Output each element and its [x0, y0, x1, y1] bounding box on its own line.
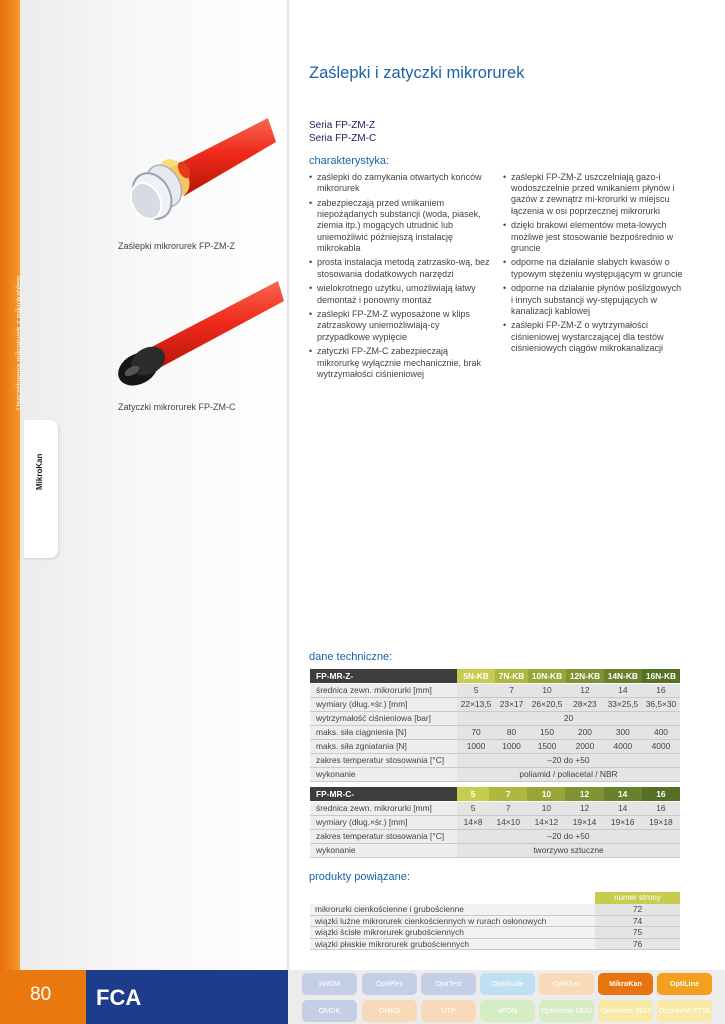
footer-tab-optihome-ftta[interactable]: OptiHome FTTA: [657, 1000, 712, 1022]
feature-item: • zaślepki FP-ZM-Z o wytrzymałości ciśnieniowej wystarczającej dla testów ciśnieniowych ciągów mikrokanalizacji: [503, 320, 685, 354]
cell: 10: [528, 683, 566, 697]
related-page: 74: [595, 915, 680, 927]
model-col-header: 7N-KB: [495, 669, 528, 683]
cell: 14×10: [489, 815, 527, 829]
cell: 1000: [495, 739, 528, 753]
model-col-header: 10: [527, 787, 565, 801]
cell: 26×20,5: [528, 697, 566, 711]
cell: 23×17: [495, 697, 528, 711]
table-row[interactable]: [310, 904, 680, 916]
cell: 16: [642, 683, 680, 697]
cell: 1000: [457, 739, 495, 753]
related-page: 72: [595, 904, 680, 916]
table-row: [310, 829, 680, 843]
footer-tab-mikrokan[interactable]: MikroKan: [598, 973, 653, 995]
cell: 5: [457, 683, 495, 697]
row-label: maks. siła ciągnienia [N]: [310, 725, 457, 739]
row-label: zakres temperatur stosowania [°C]: [310, 829, 457, 843]
related-products-table: [310, 892, 680, 950]
cell: 7: [489, 801, 527, 815]
side-category-label: Uszczelnienia mikrorurek z mikrokablem: [14, 275, 23, 410]
side-section-tab-label: MikroKan: [35, 453, 44, 490]
cell: 1500: [528, 739, 566, 753]
feature-item: • zaślepki do zamykania otwartych końców mikrorurek: [309, 172, 491, 194]
series-item: Seria FP-ZM-C: [309, 133, 377, 144]
cell: 80: [495, 725, 528, 739]
table-row: [310, 683, 680, 697]
caption-plug-fp-zm-c: Zatyczki mikrorurek FP-ZM-C: [118, 402, 236, 412]
footer-tab-optidust[interactable]: OptiDust: [539, 973, 594, 995]
footer-tab-optihome-sdu[interactable]: OptiHome SDU: [598, 1000, 653, 1022]
cell: 2000: [566, 739, 604, 753]
model-col-header: 7: [489, 787, 527, 801]
row-label: średnica zewn. mikrorurki [mm]: [310, 801, 457, 815]
side-divider: [287, 0, 289, 970]
row-label: wytrzymałość ciśnieniowa [bar]: [310, 711, 457, 725]
feature-item: • zaślepki FP-ZM-Z uszczelniają gazo-i wodoszczelnie przed wnikaniem płynów i gazów z zewnątrz mi-krorurki w miejscu łączenia w osi poprzecznej mikrorurki: [503, 172, 685, 217]
tech-table-fp-mr-z: [310, 669, 680, 782]
cell: 28×23: [566, 697, 604, 711]
cap-fp-zm-z-image: [118, 110, 278, 240]
cell-span: –20 do +50: [457, 753, 680, 767]
feature-item: • zaślepki FP-ZM-Z wyposażone w klips zatrzaskowy uniemożliwiają-cy przypadkowe wypięcie: [309, 309, 491, 343]
model-col-header: 5N-KB: [457, 669, 495, 683]
table-row: [310, 697, 680, 711]
cell-span: –20 do +50: [457, 829, 680, 843]
cell: 400: [642, 725, 680, 739]
cell: 12: [565, 801, 603, 815]
cell: 16: [642, 801, 680, 815]
plug-fp-zm-c-image: [110, 275, 285, 395]
features-list-right: [503, 172, 685, 358]
cell: 14: [604, 801, 642, 815]
page-number: 80: [30, 984, 52, 1005]
series-list: [309, 119, 376, 145]
table-row[interactable]: [310, 938, 680, 950]
cell: 70: [457, 725, 495, 739]
table-row: [310, 711, 680, 725]
related-page: 76: [595, 938, 680, 950]
footer-tab-optiplex[interactable]: OptiPlex: [362, 973, 417, 995]
related-product: wiązki płaskie mikrorurek grubościennych: [310, 938, 595, 950]
caption-cap-fp-zm-z: Zaślepki mikrorurek FP-ZM-Z: [118, 241, 236, 251]
cell: 7: [495, 683, 528, 697]
footer-tab-omdk[interactable]: OMDK: [302, 1000, 357, 1022]
feature-item: • zabezpieczają przed wnikaniem niepożądanych substancji (woda, piasek, ziemia itp.) mogących utrudnić lub uniemożliwić późniejszą instalację mikrokabla: [309, 198, 491, 254]
row-label: wykonanie: [310, 767, 457, 781]
footer-tab-optitest[interactable]: OptiTest: [421, 973, 476, 995]
footer-tab-omks[interactable]: OMKS: [362, 1000, 417, 1022]
model-col-header: 12N-KB: [566, 669, 604, 683]
row-label: maks. siła zgniatania [N]: [310, 739, 457, 753]
model-prefix: FP-MR-C-: [310, 787, 457, 801]
model-col-header: 14N-KB: [604, 669, 642, 683]
table-row: [310, 815, 680, 829]
feature-item: • dzięki brakowi elementów meta-lowych możliwe jest stosowanie bezpośrednio w gruncie: [503, 220, 685, 254]
page-title: Zaślepki i zatyczki mikrorurek: [309, 64, 525, 82]
cell-span: 20: [457, 711, 680, 725]
cell: 4000: [642, 739, 680, 753]
footer-tab-optiline[interactable]: OptiLine: [657, 973, 712, 995]
cell: 14×8: [457, 815, 489, 829]
model-col-header: 12: [565, 787, 603, 801]
footer-tab-xwdm[interactable]: xWDM: [302, 973, 357, 995]
table-header-row: [310, 787, 680, 801]
cell-span: tworzywo sztuczne: [457, 843, 680, 857]
cell: 5: [457, 801, 489, 815]
table-row: [310, 801, 680, 815]
cell: 19×14: [565, 815, 603, 829]
row-label: zakres temperatur stosowania [°C]: [310, 753, 457, 767]
cell: 14: [604, 683, 642, 697]
table-row[interactable]: [310, 915, 680, 927]
cell: 19×18: [642, 815, 680, 829]
related-heading: produkty powiązane:: [309, 871, 410, 883]
model-prefix: FP-MR-Z-: [310, 669, 457, 683]
cell: 22×13,5: [457, 697, 495, 711]
model-col-header: 5: [457, 787, 489, 801]
table-row: [310, 767, 680, 781]
cell: 14×12: [527, 815, 565, 829]
tech-data-heading: dane techniczne:: [309, 651, 393, 663]
table-row[interactable]: [310, 927, 680, 939]
table-header-row: [310, 669, 680, 683]
cell: 36,5×30: [642, 697, 680, 711]
table-row: [310, 725, 680, 739]
cell: 300: [604, 725, 642, 739]
model-col-header: 14: [604, 787, 642, 801]
row-label: wymiary (dług.×śr.) [mm]: [310, 815, 457, 829]
tech-table-fp-mr-c: [310, 787, 680, 858]
cell: 10: [527, 801, 565, 815]
fca-logo: [94, 983, 142, 1011]
related-product: wiązki luźne mikrorurek cienkościennych w rurach osłonowych: [310, 915, 595, 927]
features-list-left: [309, 172, 491, 383]
feature-item: • odporne na działanie słabych kwasów o typowym stężeniu występującym w gruncie: [503, 257, 685, 279]
row-label: wykonanie: [310, 843, 457, 857]
cell: 200: [566, 725, 604, 739]
model-col-header: 10N-KB: [528, 669, 566, 683]
related-product: mikrorurki cienkościenne i grubościenne: [310, 904, 595, 916]
cell: 12: [566, 683, 604, 697]
footer-tab-optihome-mdu[interactable]: OptiHome MDU: [539, 1000, 594, 1022]
footer-tab-xpon[interactable]: xPON: [480, 1000, 535, 1022]
feature-item: • odporne na działanie płynów poślizgowych i innych substancji wy-stępujących w kanalizacji kablowej: [503, 283, 685, 317]
footer-tab-optiguide[interactable]: OptiGuide: [480, 973, 535, 995]
page-number-header: numer strony: [595, 892, 680, 904]
cell-span: poliamid / poliacetal / NBR: [457, 767, 680, 781]
related-page: 75: [595, 927, 680, 939]
row-label: średnica zewn. mikrorurki [mm]: [310, 683, 457, 697]
feature-item: • prosta instalacja metodą zatrzasko-wą, bez stosowania dodatkowych narzędzi: [309, 257, 491, 279]
model-col-header: 16N-KB: [642, 669, 680, 683]
table-row: [310, 739, 680, 753]
feature-item: • wielokrotnego użytku, umożliwiają łatwy demontaż i ponowny montaż: [309, 283, 491, 305]
model-col-header: 16: [642, 787, 680, 801]
table-row: [310, 843, 680, 857]
characteristics-heading: charakterystyka:: [309, 155, 390, 167]
cell: 150: [528, 725, 566, 739]
series-item: Seria FP-ZM-Z: [309, 120, 376, 131]
cell: 19×16: [604, 815, 642, 829]
related-product: wiązki ścisłe mikrorurek grubościennych: [310, 927, 595, 939]
row-label: wymiary (dług.×śr.) [mm]: [310, 697, 457, 711]
cell: 4000: [604, 739, 642, 753]
fca-logo-text: FCA: [96, 985, 142, 1010]
table-row: [310, 753, 680, 767]
cell: 33×25,5: [604, 697, 642, 711]
footer-tab-utp[interactable]: UTP: [421, 1000, 476, 1022]
table-header-row: [310, 892, 680, 904]
feature-item: • zatyczki FP-ZM-C zabezpieczają mikrorurkę wyłącznie mechanicznie, brak wytrzymałości ciśnieniowej: [309, 346, 491, 380]
